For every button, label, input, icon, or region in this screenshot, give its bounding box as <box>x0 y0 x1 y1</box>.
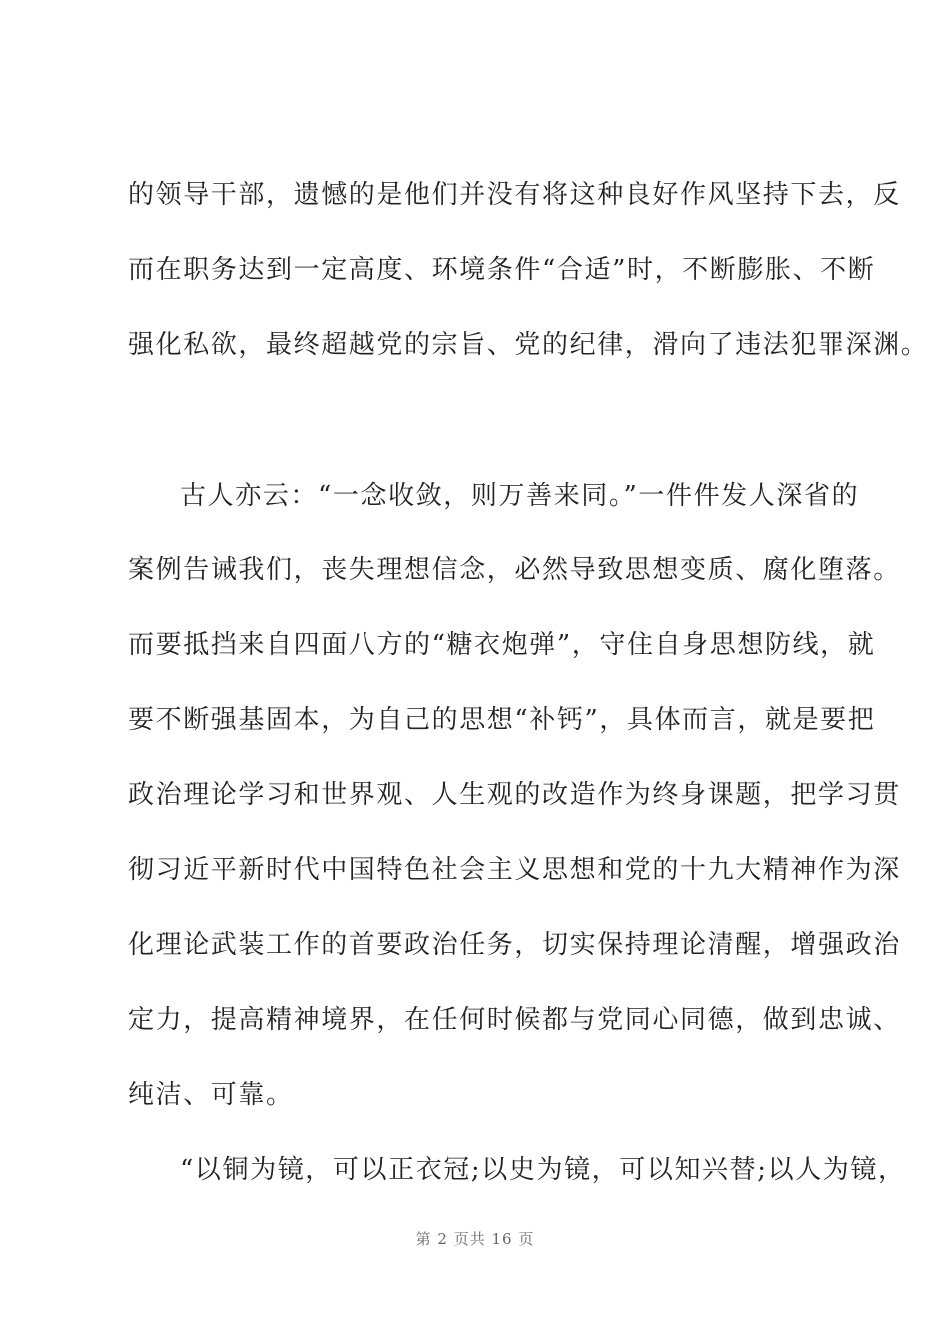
paragraph-2-line-4: 要不断强基固本，为自己的思想“补钙”，具体而言，就是要把 <box>128 705 876 735</box>
paragraph-1-line-2: 而在职务达到一定高度、环境条件“合适”时，不断膨胀、不断 <box>128 255 876 285</box>
paragraph-2-line-8: 定力，提高精神境界，在任何时候都与党同心同德，做到忠诚、 <box>128 1005 901 1035</box>
paragraph-2-line-3: 而要抵挡来自四面八方的“糖衣炮弹”，守住自身思想防线，就 <box>128 630 876 660</box>
paragraph-2-line-6: 彻习近平新时代中国特色社会主义思想和党的十九大精神作为深 <box>128 855 901 885</box>
paragraph-3-line-1: “以铜为镜，可以正衣冠;以史为镜，可以知兴替;以人为镜， <box>180 1155 906 1185</box>
paragraph-2-line-2: 案例告诫我们，丧失理想信念，必然导致思想变质、腐化堕落。 <box>128 555 901 585</box>
page-number-footer: 第 2 页共 16 页 <box>415 1230 535 1248</box>
paragraph-2-line-1: 古人亦云：“一念收敛，则万善来同。”一件件发人深省的 <box>180 481 860 511</box>
paragraph-2-line-5: 政治理论学习和世界观、人生观的改造作为终身课题，把学习贯 <box>128 780 901 810</box>
paragraph-2-line-7: 化理论武装工作的首要政治任务，切实保持理论清醒，增强政治 <box>128 930 901 960</box>
paragraph-1-line-3: 强化私欲，最终超越党的宗旨、党的纪律，滑向了违法犯罪深渊。 <box>128 330 929 360</box>
paragraph-2-line-9: 纯洁、可靠。 <box>128 1080 294 1110</box>
paragraph-1-line-1: 的领导干部，遗憾的是他们并没有将这种良好作风坚持下去，反 <box>128 180 901 210</box>
